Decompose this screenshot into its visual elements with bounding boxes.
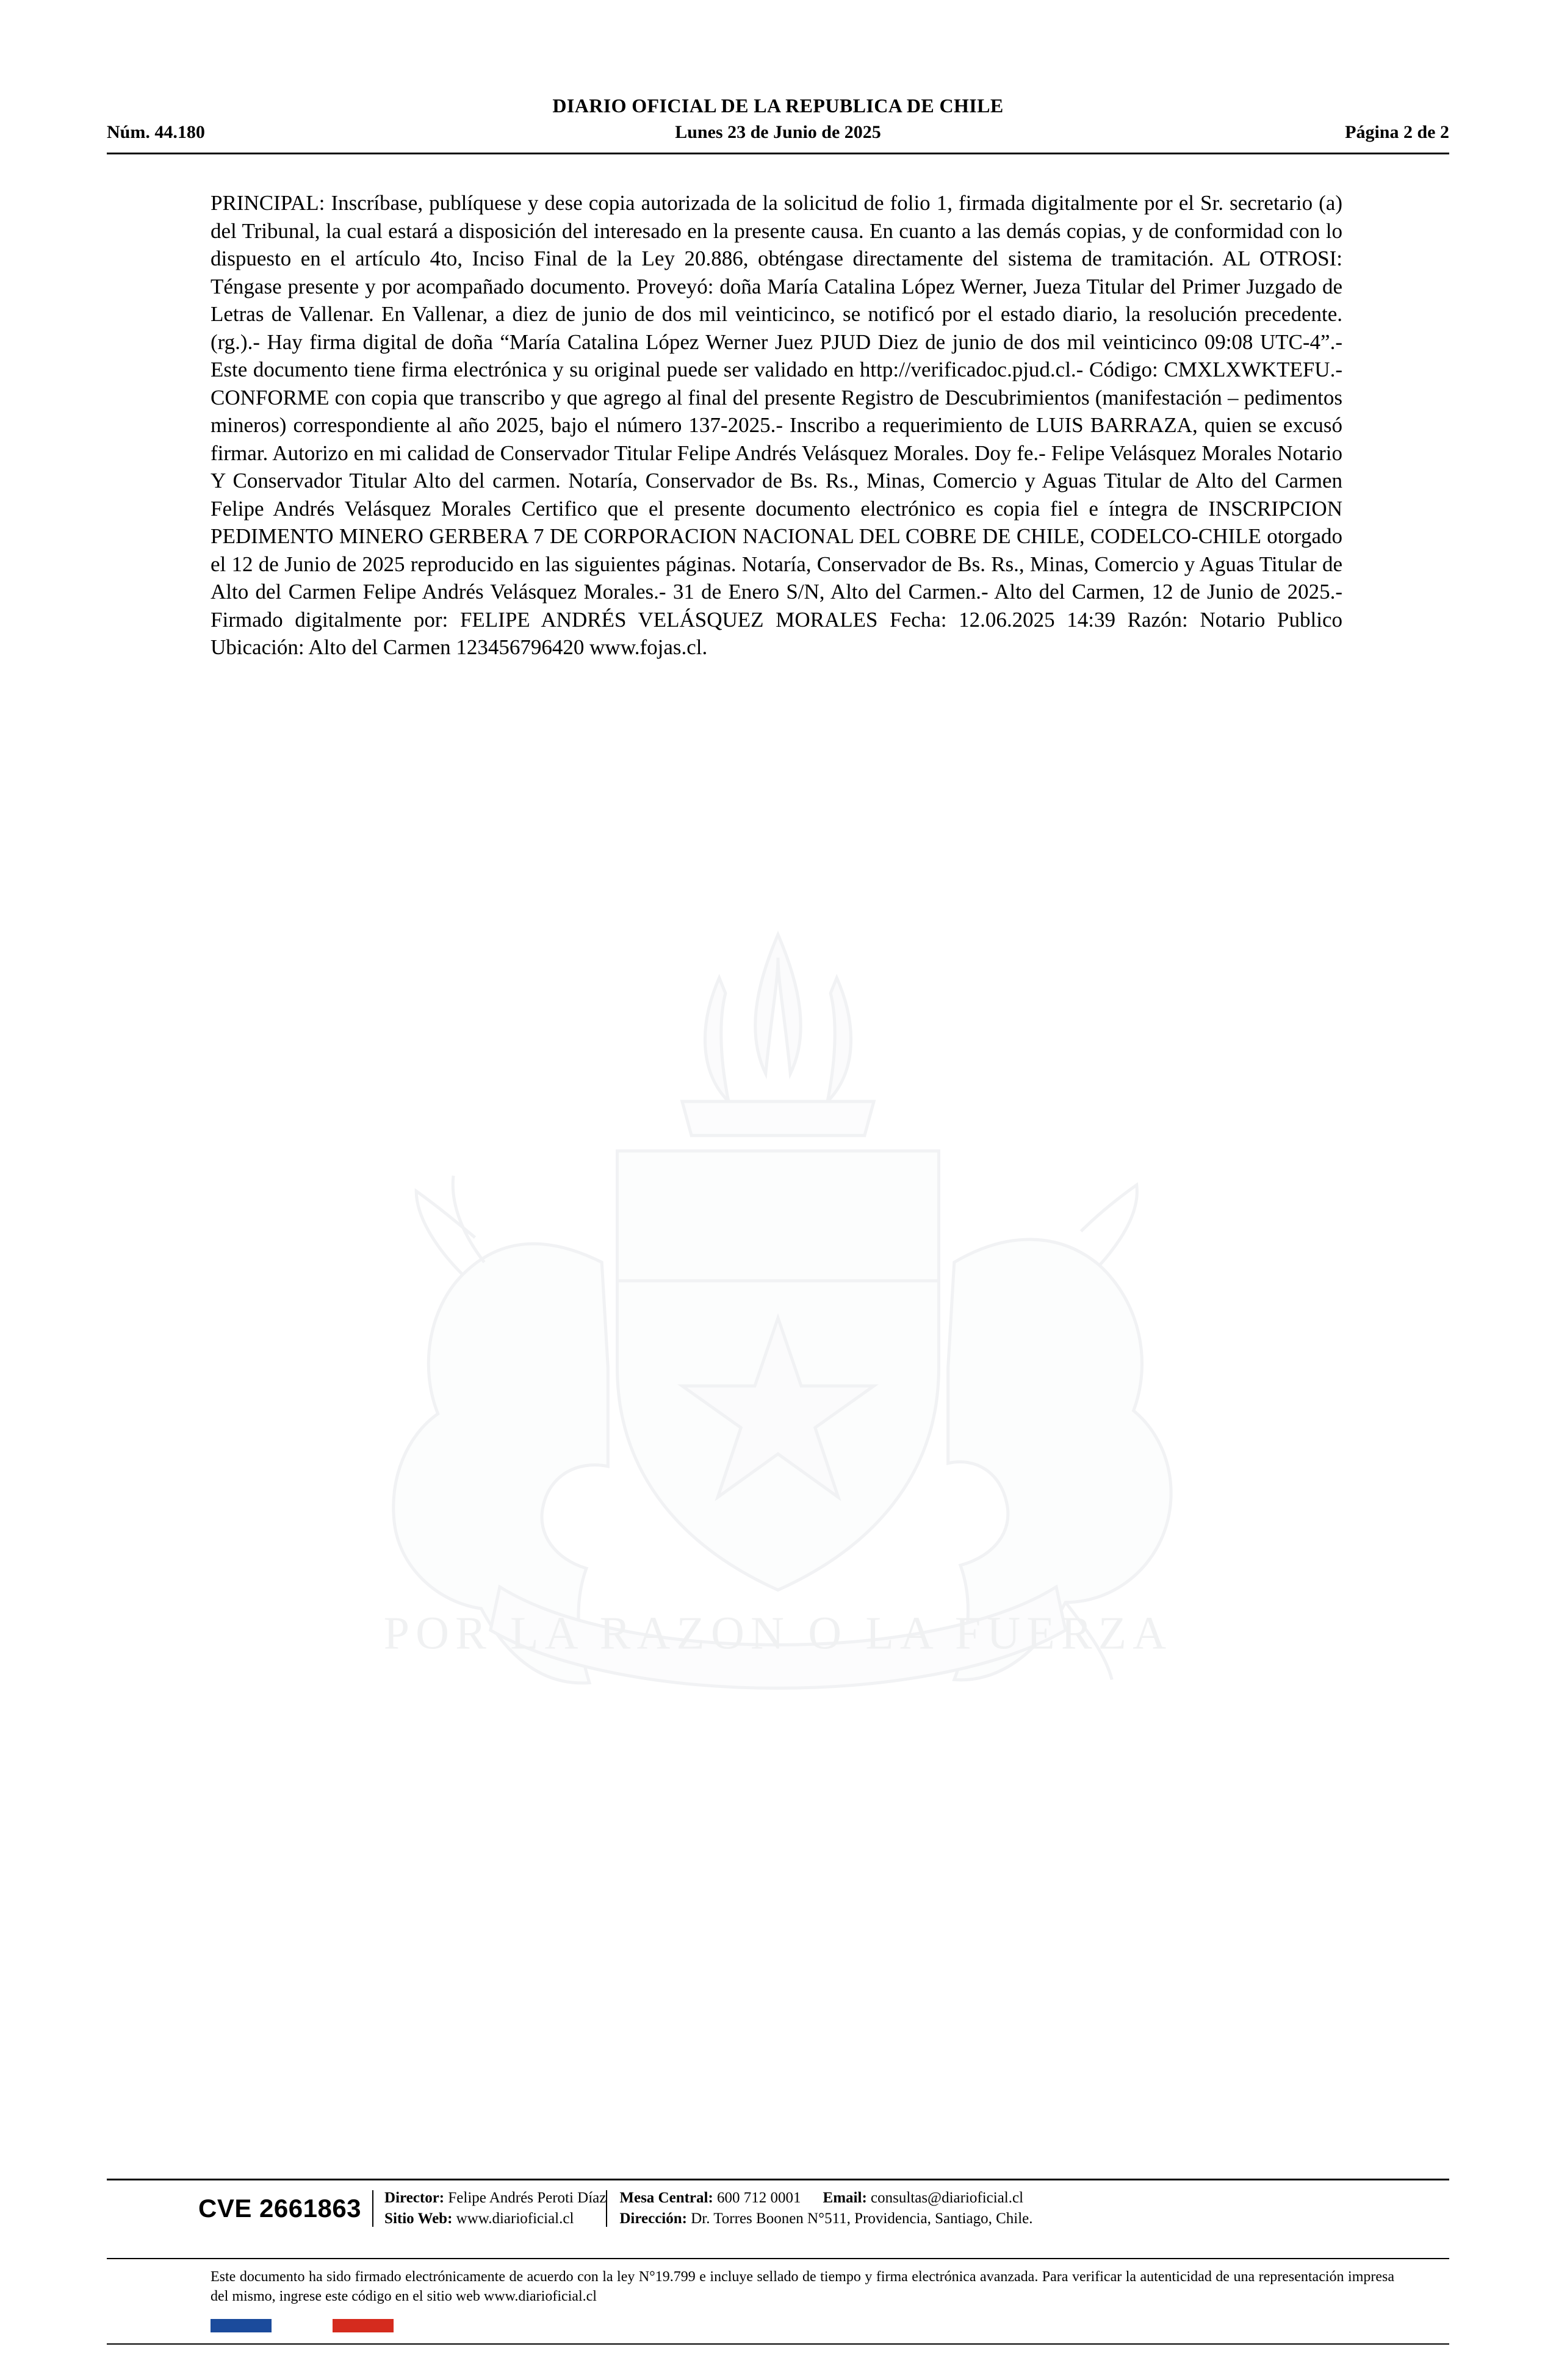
page-footer	[107, 2188, 1449, 2229]
cve-code: CVE 2661863	[198, 2194, 362, 2223]
document-body: PRINCIPAL: Inscríbase, publíquese y dese copia autorizada de la solicitud de folio 1, firmada digitalmente por el Sr. secretario (a) del Tribunal, la cual estará a disposición del interesado en la presente causa. En cuanto a las demás copias, y de conformidad con lo dispuesto en el artículo 4to, Inciso Final de la Ley 20.886, obténgase directamente del sistema de tramitación. AL OTROSI: Téngase presente y por acompañado documento. Proveyó: doña María Catalina López Werner, Jueza Titular del Primer Juzgado de Letras de Vallenar. En Vallenar, a diez de junio de dos mil veinticinco, se notificó por el estado diario, la resolución precedente.(rg.).- Hay firma digital de doña “María Catalina López Werner Juez PJUD Diez de junio de dos mil veinticinco 09:08 UTC-4”.- Este documento tiene firma electrónica y su original puede ser validado en http://verificadoc.pjud.cl.- Código: CMXLXWKTEFU.- CONFORME con copia que transcribo y que agrego al final del presente Registro de Descubrimientos (manifestación – pedimentos mineros) correspondiente al año 2025, bajo el número 137-2025.- Inscribo a requerimiento de LUIS BARRAZA, quien se excusó firmar. Autorizo en mi calidad de Conservador Titular Felipe Andrés Velásquez Morales. Doy fe.- Felipe Velásquez Morales Notario Y Conservador Titular Alto del carmen. Notaría, Conservador de Bs. Rs., Minas, Comercio y Aguas Titular de Alto del Carmen Felipe Andrés Velásquez Morales Certifico que el presente documento electrónico es copia fiel e íntegra de INSCRIPCION PEDIMENTO MINERO GERBERA 7 DE CORPORACION NACIONAL DEL COBRE DE CHILE, CODELCO-CHILE otorgado el 12 de Junio de 2025 reproducido en las siguientes páginas. Notaría, Conservador de Bs. Rs., Minas, Comercio y Aguas Titular de Alto del Carmen Felipe Andrés Velásquez Morales.- 31 de Enero S/N, Alto del Carmen.- Alto del Carmen, 12 de Junio de 2025.- Firmado digitalmente por: FELIPE ANDRÉS VELÁSQUEZ MORALES Fecha: 12.06.2025 14:39 Razón: Notario Publico Ubicación: Alto del Carmen 123456796420 www.fojas.cl.	[211, 191, 1342, 659]
director-line	[384, 2188, 606, 2209]
flag-red-stripe	[333, 2319, 394, 2332]
header-meta-row	[107, 122, 1449, 144]
mesa-central-label: Mesa Central:	[619, 2190, 713, 2206]
footer-separator-2	[606, 2190, 607, 2227]
flag-blue-stripe	[211, 2319, 272, 2332]
footer-divider-top	[107, 2179, 1449, 2180]
direccion-label: Dirección:	[619, 2210, 687, 2227]
site-line	[384, 2209, 606, 2229]
mesa-central-line	[619, 2188, 1032, 2209]
direccion-value: Dr. Torres Boonen N°511, Providencia, Santiago, Chile.	[686, 2210, 1033, 2227]
page-header	[107, 95, 1449, 144]
motto-text: POR LA RAZON O LA FUERZA	[383, 1607, 1173, 1659]
issue-number: Núm. 44.180	[107, 122, 205, 142]
email-value[interactable]: consultas@diarioficial.cl	[866, 2190, 1024, 2206]
footer-contact-left	[384, 2188, 606, 2229]
flag-white-stripe	[272, 2319, 333, 2332]
mesa-central-value: 600 712 0001	[713, 2190, 801, 2206]
header-divider	[107, 153, 1449, 154]
footer-divider-mid	[107, 2258, 1449, 2259]
footer-contact-right	[618, 2188, 1032, 2229]
director-label: Director:	[384, 2190, 445, 2206]
director-value: Felipe Andrés Peroti Díaz	[444, 2190, 607, 2206]
chile-flag-bar	[211, 2319, 394, 2332]
legal-disclaimer: Este documento ha sido firmado electrónicamente de acuerdo con la ley N°19.799 e incluye sellado de tiempo y firma electrónica avanzada. Para verificar la autenticidad de una representación impresa del mismo, ingrese este código en el sitio web www.diarioficial.cl	[211, 2269, 1394, 2304]
coat-of-arms-watermark	[314, 903, 1242, 1770]
direccion-line	[619, 2209, 1032, 2229]
site-label: Sitio Web:	[384, 2210, 453, 2227]
publication-title: DIARIO OFICIAL DE LA REPUBLICA DE CHILE	[552, 95, 1004, 117]
site-value[interactable]: www.diarioficial.cl	[452, 2210, 574, 2227]
page-number: Página 2 de 2	[1345, 122, 1449, 142]
issue-date: Lunes 23 de Junio de 2025	[675, 122, 881, 142]
footer-separator-1	[372, 2190, 373, 2227]
email-label: Email:	[823, 2190, 867, 2206]
footer-divider-bottom	[107, 2343, 1449, 2345]
